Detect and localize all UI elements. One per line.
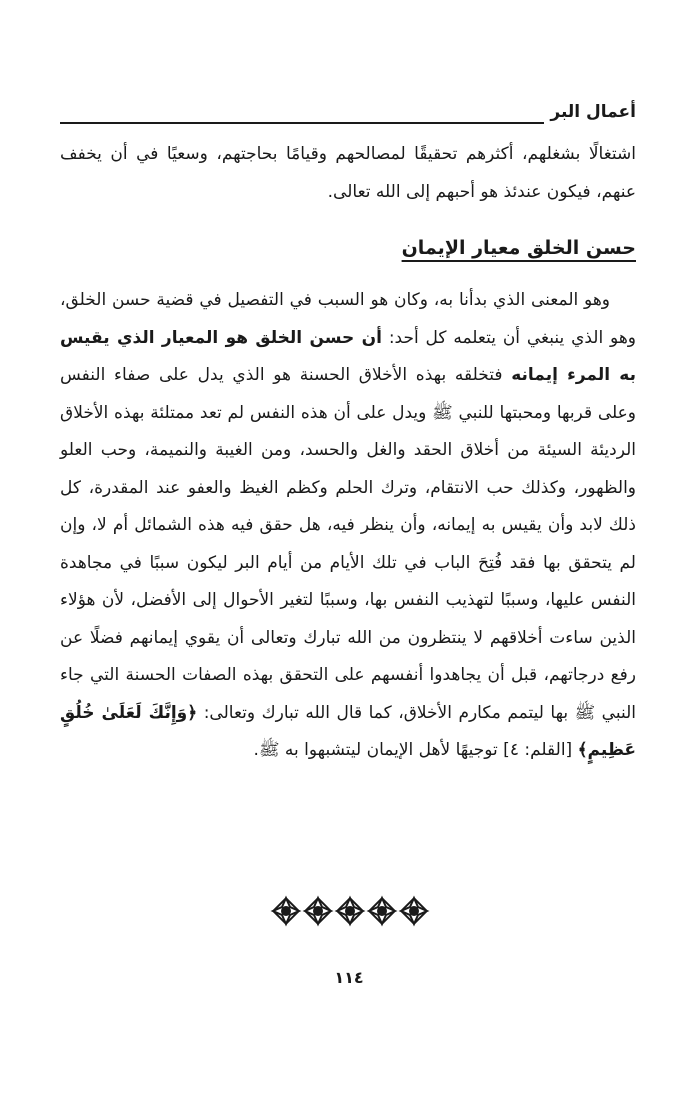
top-paragraph-block xyxy=(60,136,636,211)
running-header xyxy=(60,100,636,128)
paragraph-body: فتخلقه بهذه الأخلاق الحسنة هو الذي يدل على صفاء النفس وعلى قربها ومحبتها للنبي ﷺ ويدل على أن هذه النفس لم تعد ممتلئة بهذه الأخلاق الرديئة السيئة من أخلاق الحقد والغل والحسد، ومن الغيبة والنميمة، وحب العلو والظهور، وكذلك حب الانتقام، وترك الحلم وكظم الغيظ والعفو عند المقدرة، كل ذلك لابد وأن يقيس به إيمانه، وأن ينظر فيه، هل حقق فيه هذه الشمائل أم لا، وإن لم يتحقق بها فقد فُتِحَ الباب في تلك الأيام من أيام البر ليكون سببًا في مجاهدة النفس عليها، وسببًا لتهذيب النفس بها، وسببًا لتغير الأحوال إلى الأفضل، لأن هؤلاء الذين ساءت أخلاقهم لا ينتظرون من الله تبارك وتعالى أن يقوي إيمانهم فضلًا عن رفع درجاتهم، قبل أن يجاهدوا أنفسهم على التحقق بهذه الصفات الحسنة التي جاء النبي ﷺ بها ليتمم مكارم الأخلاق، كما قال الله تبارك وتعالى: xyxy=(60,365,637,723)
top-paragraph: اشتغالًا بشغلهم، أكثرهم تحقيقًا لمصالحهم وقيامًا بحاجتهم، وسعيًا في أن يخفف عنهم، فيكون عندئذ هو أحبهم إلى الله تعالى. xyxy=(60,144,636,202)
paragraph-intro: وهو المعنى الذي بدأنا به، وكان هو السبب في التفصيل في قضية حسن الخلق، وهو الذي ينبغي أن يتعلمه كل أحد: xyxy=(60,290,636,348)
main-paragraph xyxy=(60,282,636,770)
main-paragraph-block xyxy=(60,282,636,770)
quran-verse: ﴿وَإِنَّكَ لَعَلَىٰ خُلُقٍ عَظِيمٍ﴾ xyxy=(60,702,636,760)
running-title: أعمال البر xyxy=(544,100,636,124)
verse-citation: [القلم: ٤] xyxy=(497,740,578,760)
paragraph-end: توجيهًا لأهل الإيمان ليتشبهوا به ﷺ. xyxy=(253,740,498,760)
five-star-ornament-icon xyxy=(270,895,430,927)
page-number: ١١٤ xyxy=(334,968,364,987)
section-heading: حسن الخلق معيار الإيمان xyxy=(401,237,636,259)
key-statement: أن حسن الخلق هو المعيار الذي يقيس به المرء إيمانه xyxy=(60,327,636,385)
